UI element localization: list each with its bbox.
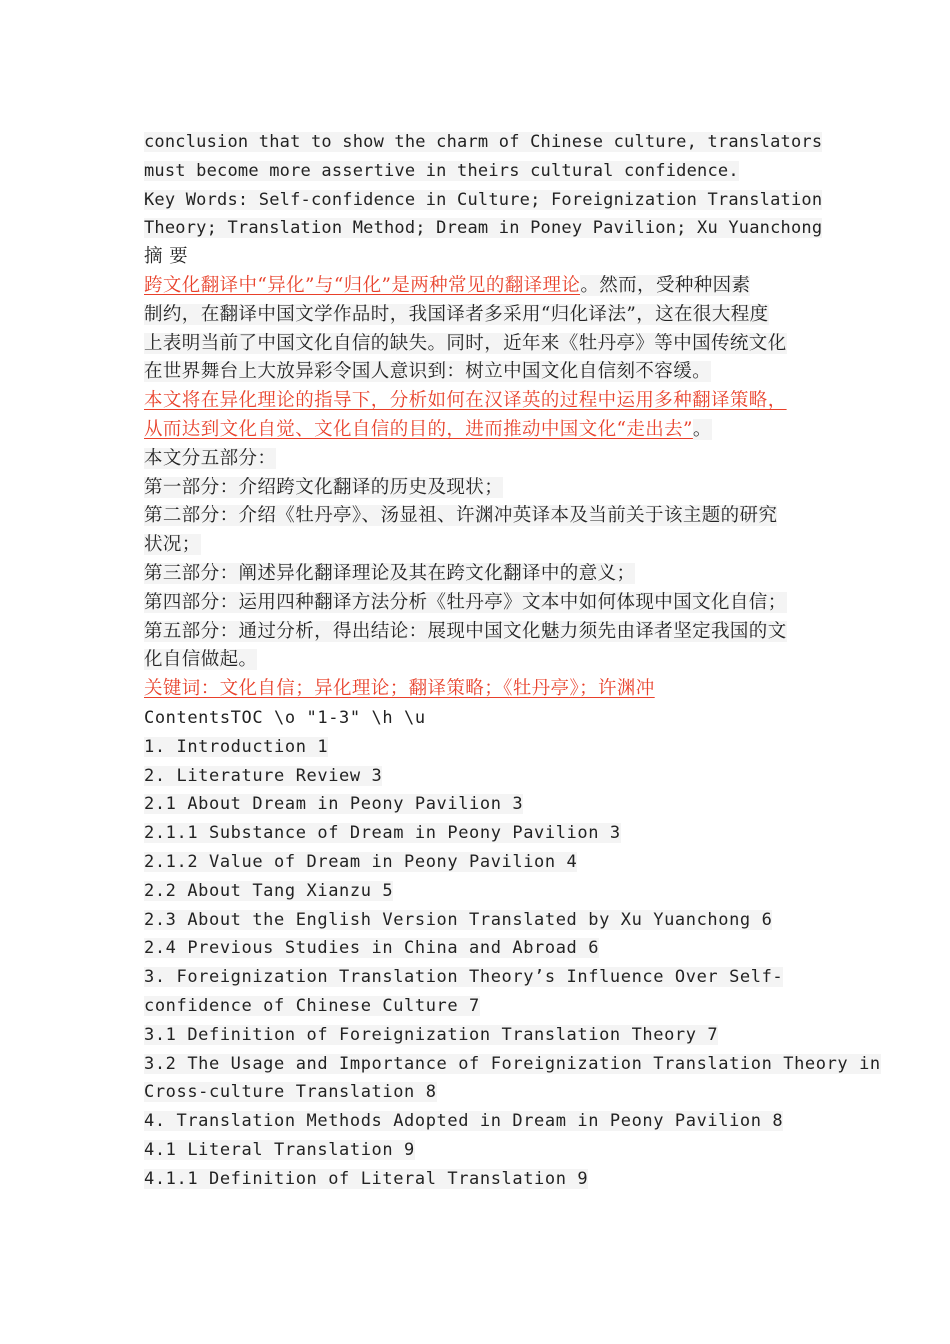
document-page <box>144 128 881 1193</box>
toc-entry[interactable]: 2.1.2 Value of Dream in Peony Pavilion 4 <box>144 851 578 872</box>
toc-entry[interactable]: 2.1.1 Substance of Dream in Peony Pavilion 3 <box>144 823 621 844</box>
toc-entry[interactable]: 3.1 Definition of Foreignization Translation Theory 7 <box>144 1024 719 1045</box>
highlighted-sentence: 跨文化翻译中“异化”与“归化”是两种常见的翻译理论 <box>144 274 581 296</box>
part-line: 第二部分：介绍《牡丹亭》、汤显祖、许渊冲英译本及当前关于该主题的研究 <box>144 505 778 527</box>
keywords-cn: 关键词：文化自信；异化理论；翻译策略；《牡丹亭》；许渊冲 <box>144 678 655 700</box>
highlighted-sentence: 从而达到文化自觉、文化自信的目的，进而推动中国文化“走出去” <box>144 418 693 440</box>
parts-intro: 本文分五部分： <box>144 447 277 469</box>
keywords-en-line: Theory; Translation Method; Dream in Poney Pavilion; Xu Yuanchong <box>144 218 823 239</box>
abstract-cn-p1-line: 在世界舞台上大放异彩令国人意识到：树立中国文化自信刻不容缓。 <box>144 361 712 383</box>
toc-entry[interactable]: 2.3 About the English Version Translated by Xu Yuanchong 6 <box>144 909 773 930</box>
toc-entry[interactable]: 2.4 Previous Studies in China and Abroad 6 <box>144 938 600 959</box>
toc-header: ContentsTOC \o "1-3" \h \u <box>144 707 426 728</box>
abstract-cn-p1-line: 上表明当前了中国文化自信的缺失。同时，近年来《牡丹亭》等中国传统文化 <box>144 332 787 354</box>
abstract-cn-p1-line: 制约，在翻译中国文学作品时，我国译者多采用“归化译法”，这在很大程度 <box>144 303 769 325</box>
toc-entry[interactable]: 4. Translation Methods Adopted in Dream in Peony Pavilion 8 <box>144 1111 784 1132</box>
part-line: 第五部分：通过分析，得出结论：展现中国文化魅力须先由译者坚定我国的文 <box>144 620 787 642</box>
part-line: 状况； <box>144 534 201 556</box>
abstract-en-line: conclusion that to show the charm of Chinese culture, translators <box>144 132 823 152</box>
toc-entry[interactable]: 2.2 About Tang Xianzu 5 <box>144 880 394 901</box>
part-line: 第一部分：介绍跨文化翻译的历史及现状； <box>144 476 504 498</box>
highlighted-sentence: 本文将在异化理论的指导下，分析如何在汉译英的过程中运用多种翻译策略， <box>144 390 787 412</box>
toc-entry[interactable]: 2. Literature Review 3 <box>144 765 383 786</box>
part-line: 第三部分：阐述异化翻译理论及其在跨文化翻译中的意义； <box>144 562 636 584</box>
toc-entry[interactable]: 4.1.1 Definition of Literal Translation 9 <box>144 1168 589 1189</box>
abstract-cn-p2-line <box>144 387 804 416</box>
toc-entry-continuation[interactable]: Cross-culture Translation 8 <box>144 1082 437 1103</box>
toc-entry[interactable]: 1. Introduction 1 <box>144 736 329 757</box>
part-line: 化自信做起。 <box>144 649 258 671</box>
abstract-cn-p1-line: 跨文化翻译中“异化”与“归化”是两种常见的翻译理论。然而，受种种因素 <box>144 274 751 296</box>
toc-entry-continuation[interactable]: confidence of Chinese Culture 7 <box>144 995 480 1016</box>
keywords-en-line: Key Words: Self-confidence in Culture; Foreignization Translation <box>144 189 823 210</box>
abstract-cn-heading: 摘 要 <box>144 246 189 268</box>
toc-entry[interactable]: 4.1 Literal Translation 9 <box>144 1139 415 1160</box>
abstract-en-line: must become more assertive in theirs cultural confidence. <box>144 160 739 181</box>
toc-entry[interactable]: 2.1 About Dream in Peony Pavilion 3 <box>144 794 524 815</box>
toc-entry[interactable]: 3. Foreignization Translation Theory’s Influence Over Self- <box>144 967 784 988</box>
part-line: 第四部分：运用四种翻译方法分析《牡丹亭》文本中如何体现中国文化自信； <box>144 591 787 613</box>
toc-entry[interactable]: 3.2 The Usage and Importance of Foreignization Translation Theory in <box>144 1053 881 1074</box>
abstract-cn-p2-line: 从而达到文化自觉、文化自信的目的，进而推动中国文化“走出去”。 <box>144 418 712 440</box>
